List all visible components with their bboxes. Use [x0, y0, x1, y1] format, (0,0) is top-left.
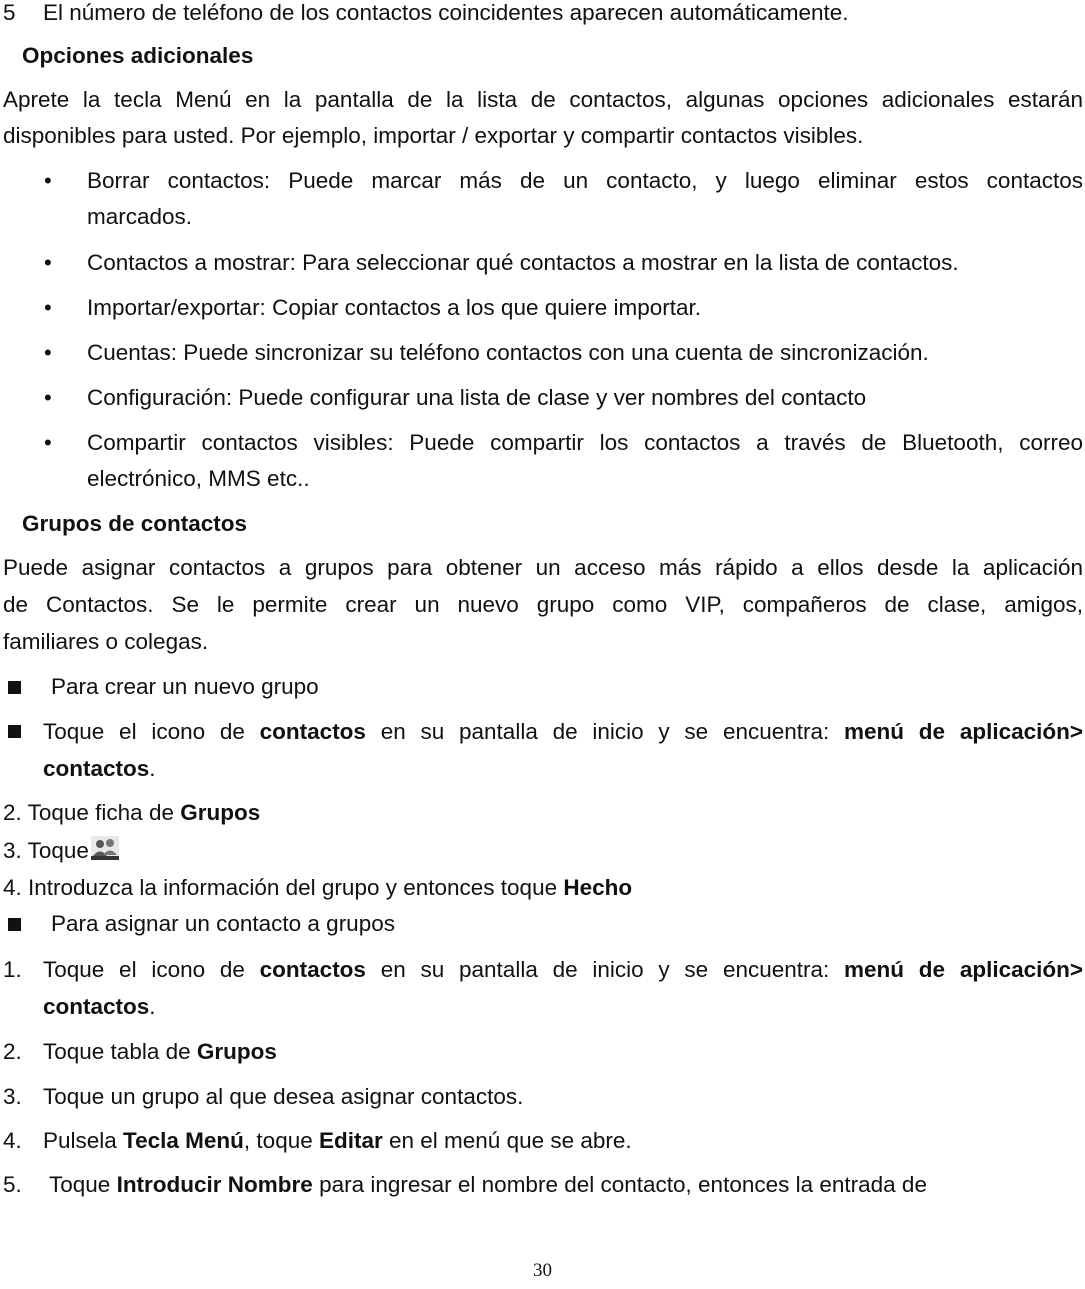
bullet-dot: • — [44, 168, 52, 193]
page-number: 30 — [533, 1260, 552, 1281]
bullet-dot: • — [44, 430, 52, 455]
bullet-dot: • — [44, 385, 52, 410]
square-bullet-icon — [8, 918, 21, 931]
instruction-line: Toque tabla de Grupos — [43, 1039, 277, 1064]
bullet-text: Compartir contactos visibles: Puede compartir los contactos a través de Bluetooth, correo — [87, 430, 1083, 455]
bullet-text: Borrar contactos: Puede marcar más de un contacto, y luego eliminar estos contactos — [87, 168, 1083, 193]
instruction-line: Pulsela Tecla Menú, toque Editar en el menú que se abre. — [43, 1128, 632, 1153]
paragraph-line: disponibles para usted. Por ejemplo, importar / exportar y compartir contactos visibles. — [3, 123, 864, 148]
instruction-line: Toque el icono de contactos en su pantalla de inicio y se encuentra: menú de aplicación> — [43, 957, 1083, 982]
section-heading-opciones: Opciones adicionales — [22, 43, 254, 68]
bullet-text: electrónico, MMS etc.. — [87, 466, 310, 491]
bullet-text: Contactos a mostrar: Para seleccionar qué contactos a mostrar en la lista de contactos. — [87, 250, 959, 275]
instruction-line: 2. Toque ficha de Grupos — [3, 800, 261, 825]
bullet-dot: • — [44, 295, 52, 320]
instruction-line: contactos. — [43, 756, 156, 781]
instruction-line: contactos. — [43, 994, 156, 1019]
subsection-title: Para asignar un contacto a grupos — [51, 911, 395, 936]
bullet-text: Importar/exportar: Copiar contactos a los que quiere importar. — [87, 295, 702, 320]
step-number: 5. — [3, 1172, 22, 1197]
step-number: 1. — [3, 957, 22, 982]
instruction-line: 3. Toque — [3, 832, 119, 871]
add-group-icon — [91, 834, 119, 871]
bullet-text: Configuración: Puede configurar una lista de clase y ver nombres del contacto — [87, 385, 867, 410]
step-number: 4. — [3, 1128, 22, 1153]
bullet-dot: • — [44, 250, 52, 275]
step-number: 3. — [3, 1084, 22, 1109]
bullet-text: marcados. — [87, 204, 193, 229]
square-bullet-icon — [8, 681, 21, 694]
paragraph-line: Puede asignar contactos a grupos para obtener un acceso más rápido a ellos desde la aplicación — [3, 555, 1083, 580]
paragraph-line: familiares o colegas. — [3, 629, 209, 654]
paragraph-line: Aprete la tecla Menú en la pantalla de la lista de contactos, algunas opciones adicionales estarán — [3, 87, 1083, 112]
step-text: El número de teléfono de los contactos coincidentes aparecen automáticamente. — [43, 0, 849, 25]
step-number: 2. — [3, 1039, 22, 1064]
instruction-line: Toque un grupo al que desea asignar contactos. — [43, 1084, 524, 1109]
instruction-line: Toque Introducir Nombre para ingresar el nombre del contacto, entonces la entrada de — [49, 1172, 927, 1197]
section-heading-grupos: Grupos de contactos — [22, 511, 248, 536]
square-bullet-icon — [8, 725, 21, 738]
bullet-dot: • — [44, 340, 52, 365]
instruction-line: Toque el icono de contactos en su pantalla de inicio y se encuentra: menú de aplicación> — [43, 719, 1083, 744]
subsection-title: Para crear un nuevo grupo — [51, 674, 319, 699]
bullet-text: Cuentas: Puede sincronizar su teléfono contactos con una cuenta de sincronización. — [87, 340, 929, 365]
paragraph-line: de Contactos. Se le permite crear un nuevo grupo como VIP, compañeros de clase, amigos, — [3, 592, 1083, 617]
step-number: 5 — [3, 0, 16, 25]
instruction-line: 4. Introduzca la información del grupo y entonces toque Hecho — [3, 875, 633, 900]
